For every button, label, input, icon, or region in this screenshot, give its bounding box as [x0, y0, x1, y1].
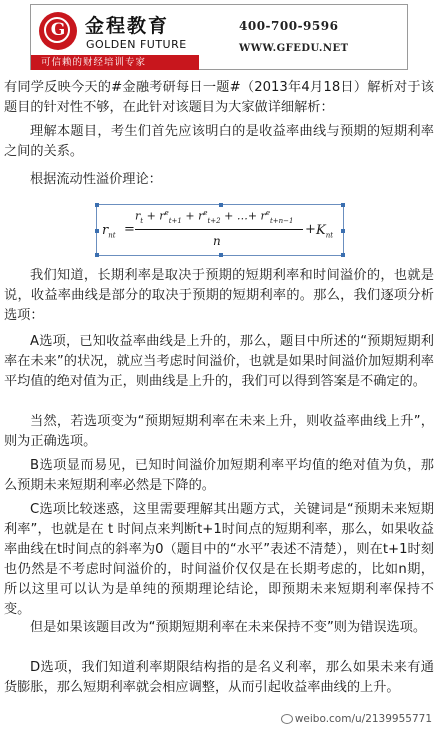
intro-paragraph: 有同学反映今天的#金融考研每日一题#（2013年4月18日）解析对于该题目的针对性不够，在此针对该题目为大家做详细解析：	[4, 80, 434, 115]
paragraph-theory: 根据流动性溢价理论：	[30, 172, 162, 187]
paragraph-option-c-note: 但是如果该题目改为“预期短期利率在未来保持不变”则为错误选项。	[30, 620, 427, 635]
resize-handle-bm[interactable]	[219, 253, 223, 257]
formula-plus: +	[305, 222, 316, 237]
formula-numerator: $r_t + r^e_{t+1} + r^e_{t+2}$ + …+ $r^e_{t+n-1}$	[135, 209, 294, 225]
paragraph-option-c: C选项比较迷惑，这里需要理解其出题方式，关键词是“预期未来短期利率”，也就是在 t 时间点来判断t+1时间点的短期利率，那么，如果收益率曲线在t时间点的斜率为0（题目中的“水平”表述不清楚），则在t+1时刻也仍然是不考虑时间溢价的，时间溢价仅仅是在长期考虑的，比如n期，所以这里可以认为是单纯的预期理论结论，即预期未来短期利率保持不变。	[4, 502, 434, 617]
slogan-text: 可信赖的财经培训专家	[41, 57, 147, 68]
formula-fraction-bar	[135, 229, 303, 230]
paragraph-relationship: 理解本题目，考生们首先应该明白的是收益率曲线与预期的短期利率之间的关系。	[4, 124, 434, 159]
logo-letter: G	[50, 20, 66, 40]
resize-handle-mr[interactable]	[341, 229, 345, 233]
paragraph-option-d: D选项，我们知道利率期限结构指的是名义利率，那么如果未来有通货膨胀，那么短期利率就会相应调整，从而引起收益率曲线的上升。	[4, 660, 434, 695]
weibo-icon	[281, 714, 293, 724]
header-banner	[30, 4, 408, 70]
resize-handle-ml[interactable]	[95, 229, 99, 233]
brand-name-en: GOLDEN FUTURE	[86, 38, 187, 51]
brand-name-cn: 金程教育	[85, 15, 170, 37]
resize-handle-tm[interactable]	[219, 203, 223, 207]
paragraph-option-a: A选项，已知收益率曲线是上升的，那么，题目中所述的“预期短期利率在未来”的状况，就应当考虑时间溢价，也就是如果时间溢价加短期利率平均值的绝对值为正，则曲线是上升的，我们可以得到答案是不确定的。	[4, 334, 434, 389]
phone-number: 400-700-9596	[239, 19, 339, 33]
resize-handle-br[interactable]	[341, 253, 345, 257]
golden-future-logo-icon	[39, 12, 77, 50]
formula-premium-term: $K_{nt}$	[316, 223, 334, 240]
slogan-strip	[31, 55, 199, 70]
resize-handle-bl[interactable]	[95, 253, 99, 257]
website-link[interactable]: WWW.GFEDU.NET	[239, 43, 349, 54]
formula-lhs: $r_{nt}$	[102, 223, 116, 240]
liquidity-premium-formula[interactable]	[96, 204, 344, 256]
formula-denominator: n	[213, 234, 221, 248]
watermark-text: weibo.com/u/2139955771	[294, 713, 432, 725]
paragraph-option-a-note: 当然，若选项变为“预期短期利率在未来上升，则收益率曲线上升”，则为正确选项。	[4, 414, 434, 449]
resize-handle-tl[interactable]	[95, 203, 99, 207]
weibo-watermark	[281, 713, 432, 725]
paragraph-option-b: B选项显而易见，已知时间溢价加短期利率平均值的绝对值为负，那么预期未来短期利率必然是下降的。	[4, 458, 434, 493]
resize-handle-tr[interactable]	[341, 203, 345, 207]
formula-equals: =	[124, 222, 135, 237]
paragraph-analysis: 我们知道，长期利率是取决于预期的短期利率和时间溢价的，也就是说，收益率曲线是部分的取决于预期的短期利率的。那么，我们逐项分析选项：	[4, 268, 434, 323]
